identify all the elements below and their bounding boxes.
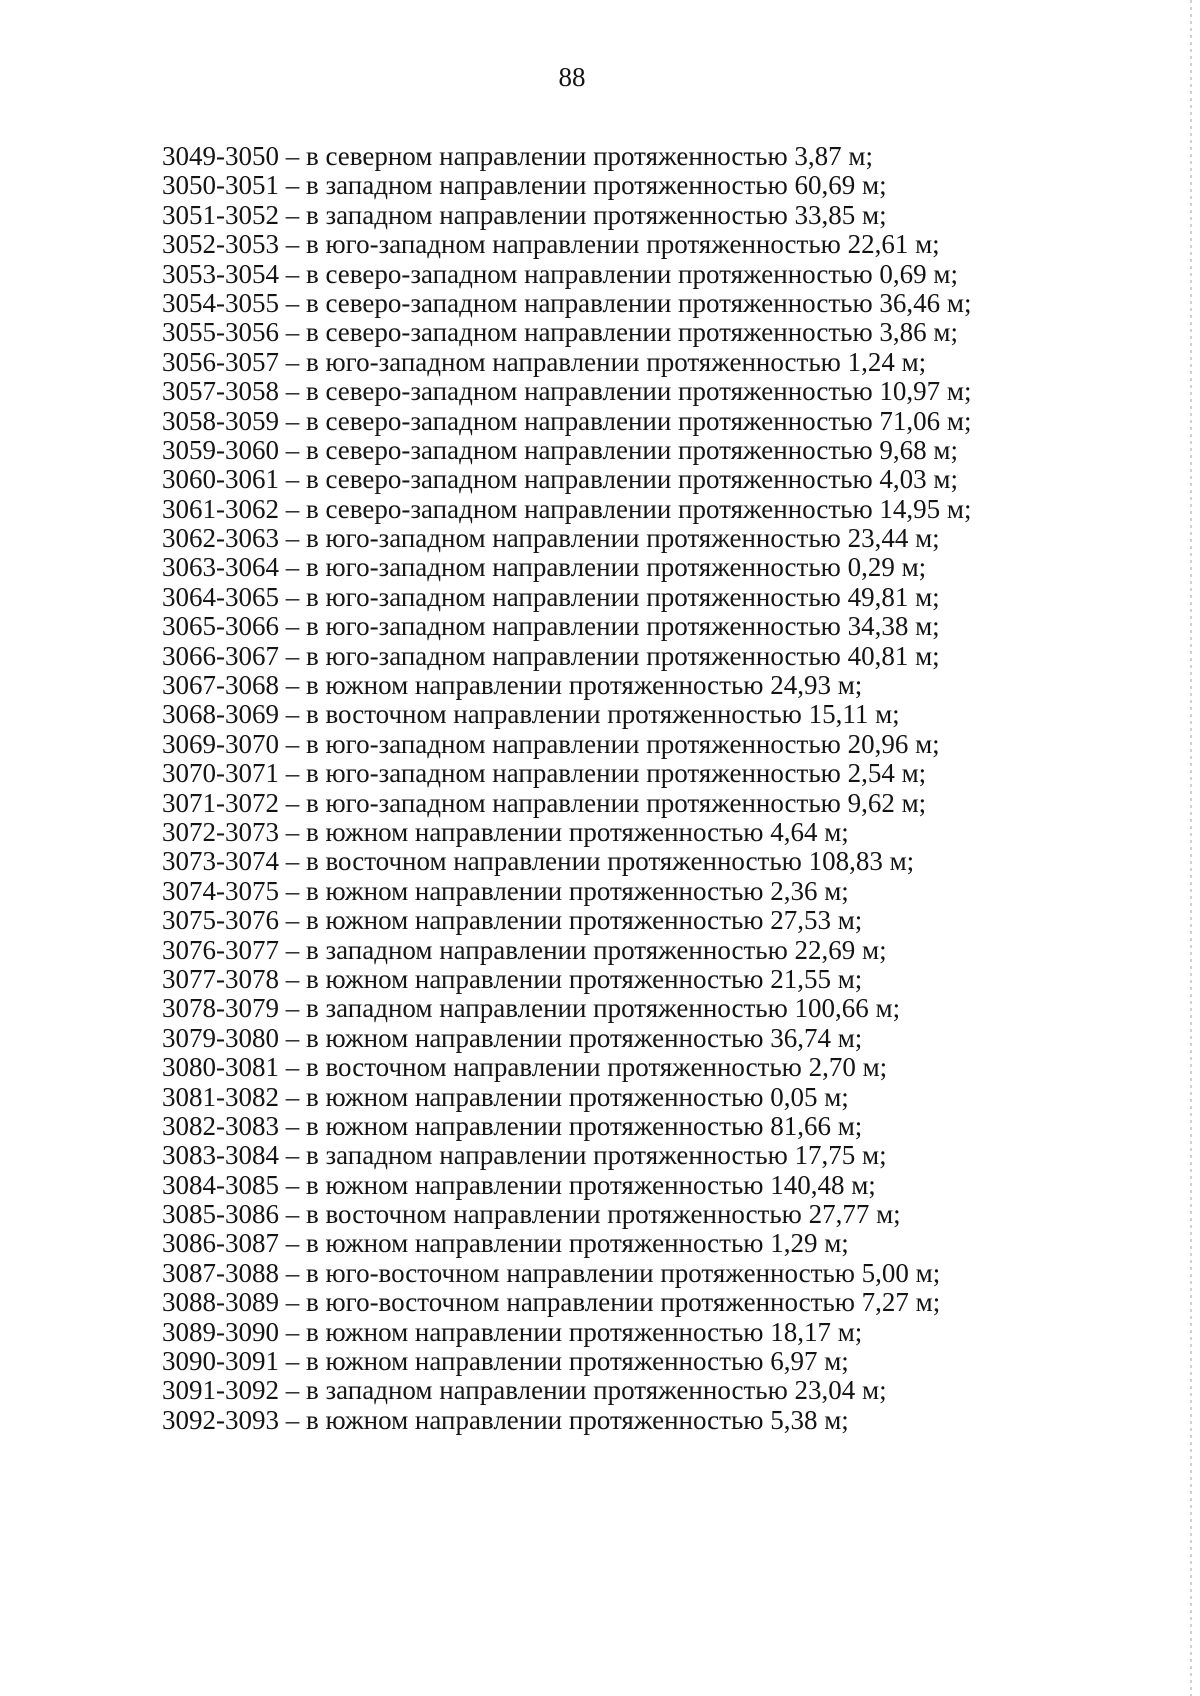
- boundary-segment-line: 3055-3056 – в северо-западном направлении протяженностью 3,86 м;: [162, 317, 958, 348]
- boundary-segment-line: 3076-3077 – в западном направлении протяженностью 22,69 м;: [162, 934, 887, 965]
- boundary-segment-line: 3070-3071 – в юго-западном направлении протяженностью 2,54 м;: [162, 758, 927, 789]
- boundary-segment-line: 3071-3072 – в юго-западном направлении протяженностью 9,62 м;: [162, 787, 927, 818]
- boundary-segment-line: 3074-3075 – в южном направлении протяженностью 2,36 м;: [162, 875, 849, 906]
- boundary-segment-line: 3089-3090 – в южном направлении протяженностью 18,17 м;: [162, 1316, 863, 1347]
- boundary-segment-line: 3063-3064 – в юго-западном направлении протяженностью 0,29 м;: [162, 552, 927, 583]
- page-number: 88: [558, 62, 586, 92]
- boundary-segment-line: 3077-3078 – в южном направлении протяженностью 21,55 м;: [162, 963, 863, 994]
- boundary-segment-line: 3079-3080 – в южном направлении протяженностью 36,74 м;: [162, 1022, 863, 1053]
- boundary-segment-line: 3078-3079 – в западном направлении протяженностью 100,66 м;: [162, 993, 901, 1024]
- boundary-segment-line: 3072-3073 – в южном направлении протяженностью 4,64 м;: [162, 816, 849, 847]
- boundary-segment-line: 3069-3070 – в юго-западном направлении протяженностью 20,96 м;: [162, 728, 940, 759]
- boundary-segment-line: 3062-3063 – в юго-западном направлении протяженностью 23,44 м;: [162, 523, 940, 554]
- boundary-segment-line: 3081-3082 – в южном направлении протяженностью 0,05 м;: [162, 1081, 849, 1112]
- boundary-segment-line: 3083-3084 – в западном направлении протяженностью 17,75 м;: [162, 1140, 887, 1171]
- boundary-segment-line: 3075-3076 – в южном направлении протяженностью 27,53 м;: [162, 905, 863, 936]
- boundary-segment-line: 3080-3081 – в восточном направлении протяженностью 2,70 м;: [162, 1052, 888, 1083]
- boundary-segment-line: 3086-3087 – в южном направлении протяженностью 1,29 м;: [162, 1228, 849, 1259]
- boundary-segment-line: 3064-3065 – в юго-западном направлении протяженностью 49,81 м;: [162, 581, 940, 612]
- boundary-segment-line: 3090-3091 – в южном направлении протяженностью 6,97 м;: [162, 1346, 849, 1377]
- boundary-segment-line: 3092-3093 – в южном направлении протяженностью 5,38 м;: [162, 1404, 849, 1435]
- boundary-segment-line: 3050-3051 – в западном направлении протяженностью 60,69 м;: [162, 170, 887, 201]
- boundary-segment-line: 3091-3092 – в западном направлении протяженностью 23,04 м;: [162, 1375, 887, 1406]
- boundary-segment-line: 3087-3088 – в юго-восточном направлении протяженностью 5,00 м;: [162, 1257, 941, 1288]
- boundary-segment-line: 3057-3058 – в северо-западном направлении протяженностью 10,97 м;: [162, 376, 972, 407]
- boundary-segment-line: 3073-3074 – в восточном направлении протяженностью 108,83 м;: [162, 846, 915, 877]
- boundary-segment-line: 3060-3061 – в северо-западном направлении протяженностью 4,03 м;: [162, 464, 958, 495]
- boundary-segment-line: 3059-3060 – в северо-западном направлении протяженностью 9,68 м;: [162, 434, 958, 465]
- scan-edge-artifact: [1190, 0, 1192, 1696]
- boundary-segment-line: 3061-3062 – в северо-западном направлении протяженностью 14,95 м;: [162, 493, 972, 524]
- boundary-segment-line: 3084-3085 – в южном направлении протяженностью 140,48 м;: [162, 1169, 876, 1200]
- boundary-segment-line: 3088-3089 – в юго-восточном направлении протяженностью 7,27 м;: [162, 1287, 941, 1318]
- boundary-segment-line: 3082-3083 – в южном направлении протяженностью 81,66 м;: [162, 1110, 863, 1141]
- boundary-segment-line: 3056-3057 – в юго-западном направлении протяженностью 1,24 м;: [162, 346, 927, 377]
- boundary-segment-line: 3065-3066 – в юго-западном направлении протяженностью 34,38 м;: [162, 611, 940, 642]
- boundary-segment-line: 3068-3069 – в восточном направлении протяженностью 15,11 м;: [162, 699, 900, 730]
- boundary-segment-line: 3085-3086 – в восточном направлении протяженностью 27,77 м;: [162, 1199, 901, 1230]
- boundary-segment-line: 3058-3059 – в северо-западном направлении протяженностью 71,06 м;: [162, 405, 972, 436]
- boundary-segment-line: 3052-3053 – в юго-западном направлении протяженностью 22,61 м;: [162, 229, 940, 260]
- boundary-segment-line: 3053-3054 – в северо-западном направлении протяженностью 0,69 м;: [162, 258, 958, 289]
- boundary-segment-line: 3049-3050 – в северном направлении протяженностью 3,87 м;: [162, 141, 874, 171]
- boundary-segment-line: 3051-3052 – в западном направлении протяженностью 33,85 м;: [162, 199, 887, 230]
- boundary-segment-line: 3066-3067 – в юго-западном направлении протяженностью 40,81 м;: [162, 640, 940, 671]
- boundary-description-list: [162, 142, 971, 1435]
- boundary-segment-line: 3067-3068 – в южном направлении протяженностью 24,93 м;: [162, 670, 863, 701]
- boundary-segment-line: 3054-3055 – в северо-западном направлении протяженностью 36,46 м;: [162, 287, 972, 318]
